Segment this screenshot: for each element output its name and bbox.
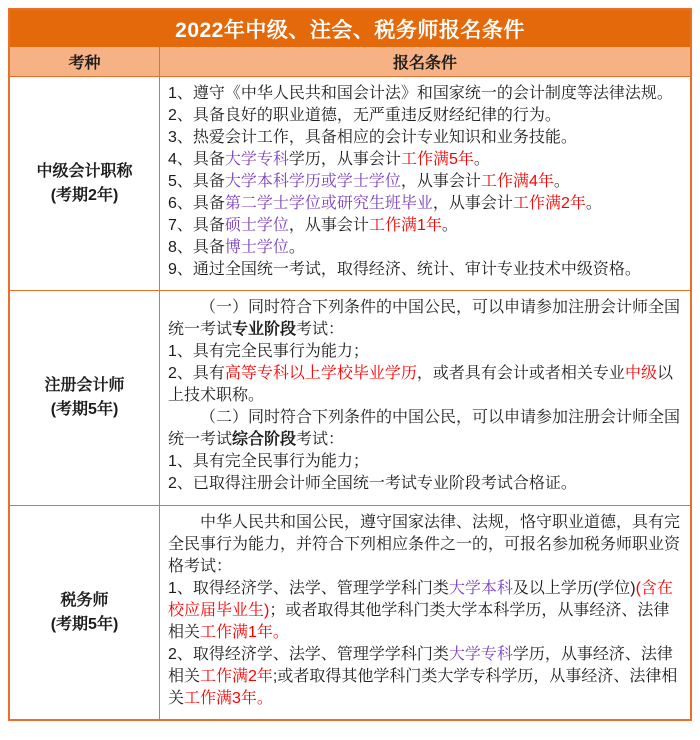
- condition-line: [168, 363, 682, 407]
- text-segment-red: 中级: [624, 365, 657, 382]
- conditions-cell: [160, 291, 690, 505]
- exam-type-cell: [10, 291, 160, 505]
- text-segment-black: 8、具备: [168, 239, 225, 256]
- text-segment-red: 工作满5年: [400, 151, 474, 168]
- text-segment-black: 学历，从事会计: [288, 151, 401, 168]
- condition-line: [168, 105, 682, 127]
- condition-line: [168, 193, 682, 215]
- text-segment-black: ，从事会计: [432, 195, 513, 212]
- text-segment-black: 5、具备: [168, 173, 225, 190]
- text-segment-purple: 第二学士学位或研究生班毕业: [224, 195, 433, 212]
- text-segment-black: 考试：: [296, 321, 345, 338]
- condition-line: [168, 149, 682, 171]
- text-segment-black: 4、具备: [168, 151, 225, 168]
- text-segment-black: 。: [553, 173, 570, 190]
- text-segment-bold: 专业阶段: [232, 321, 297, 338]
- condition-line: [168, 83, 682, 105]
- text-segment-black: ，或者具有会计或者相关专业: [416, 365, 625, 382]
- text-segment-purple: 大学本科学历或学士学位: [224, 173, 401, 190]
- exam-period: (考期5年): [50, 615, 119, 633]
- text-segment-purple: 硕士学位: [224, 217, 289, 234]
- condition-line: [168, 259, 682, 281]
- text-segment-black: 2、具有: [168, 365, 225, 382]
- exam-name: 注册会计师: [44, 377, 125, 394]
- text-segment-red: 工作满2年: [512, 195, 586, 212]
- text-segment-black: 中华人民共和国公民，遵守国家法律、法规，恪守职业道德，具有完全民事行为能力，并符合下列相应条件之一的，可报名参加税务师职业资格考试：: [168, 514, 681, 575]
- text-segment-black: 。: [441, 217, 458, 234]
- text-segment-black: 1、取得经济学、法学、管理学学科门类: [168, 580, 449, 597]
- text-segment-black: 9、通过全国统一考试，取得经济、统计、审计专业技术中级资格。: [168, 261, 641, 278]
- text-segment-black: 1、具有完全民事行为能力；: [168, 343, 369, 360]
- text-segment-purple: 大学专科: [224, 151, 289, 168]
- exam-type-cell: [10, 77, 160, 290]
- text-segment-black: 以上技术职称。: [168, 365, 673, 404]
- text-segment-black: 6、具备: [168, 195, 225, 212]
- table-body: [10, 77, 690, 719]
- condition-line: [168, 473, 682, 495]
- table-row: [10, 506, 690, 719]
- text-segment-black: ;或者取得其他学科门类大学专科学历，从事经济、法律相关: [168, 668, 678, 707]
- exam-type-cell: [10, 506, 160, 719]
- condition-line: [168, 512, 682, 578]
- table-row: [10, 291, 690, 506]
- condition-line: [168, 451, 682, 473]
- text-segment-black: （二）同时符合下列条件的中国公民，可以申请参加注册会计师全国统一考试: [168, 409, 681, 448]
- column-header-row: [10, 47, 690, 77]
- condition-line: [168, 407, 682, 451]
- condition-line: [168, 171, 682, 193]
- text-segment-red: 工作满1年: [368, 217, 442, 234]
- text-segment-black: 。: [473, 151, 490, 168]
- exam-period: (考期5年): [50, 401, 119, 418]
- text-segment-black: 。: [585, 195, 602, 212]
- text-segment-black: 学历，从事经济、法律相关: [168, 646, 673, 685]
- exam-name: 中级会计职称: [36, 162, 133, 180]
- text-segment-black: 。: [288, 239, 305, 256]
- text-segment-red: 工作满3年。: [184, 690, 273, 707]
- column-header-conditions: 报名条件: [392, 55, 457, 72]
- text-segment-black: ，从事会计: [288, 217, 369, 234]
- condition-line: [168, 297, 682, 341]
- text-segment-black: 7、具备: [168, 217, 225, 234]
- text-segment-black: ，从事会计: [400, 173, 481, 190]
- text-segment-purple: 博士学位: [224, 239, 289, 256]
- condition-line: [168, 644, 682, 710]
- table-title-text: 2022年中级、注会、税务师报名条件: [175, 18, 525, 42]
- condition-line: [168, 215, 682, 237]
- text-segment-red: (含在校应届毕业生): [168, 580, 673, 619]
- condition-line: [168, 578, 682, 644]
- conditions-cell: [160, 506, 690, 719]
- condition-line: [168, 341, 682, 363]
- text-segment-black: ；或者取得其他学科门类大学本科学历，从事经济、法律相关: [168, 602, 670, 641]
- text-segment-black: 1、具有完全民事行为能力；: [168, 453, 369, 470]
- text-segment-black: 2、具备良好的职业道德，无严重违反财经纪律的行为。: [168, 107, 561, 124]
- text-segment-red: 工作满4年: [480, 173, 554, 190]
- text-segment-red: 工作满2年: [200, 668, 273, 685]
- text-segment-purple: 大学本科: [448, 580, 513, 597]
- text-segment-red: 工作满1年。: [200, 624, 289, 641]
- text-segment-bold: 综合阶段: [232, 431, 297, 448]
- column-header-exam-type: 考种: [10, 47, 160, 76]
- text-segment-black: 2、已取得注册会计师全国统一考试专业阶段考试合格证。: [168, 475, 577, 492]
- text-segment-black: 及以上学历(学位): [512, 580, 636, 597]
- table-row: [10, 77, 690, 291]
- exam-name: 税务师: [60, 591, 109, 609]
- text-segment-black: 3、热爱会计工作，具备相应的会计专业知识和业务技能。: [168, 129, 577, 146]
- exam-period: (考期2年): [50, 186, 119, 204]
- registration-conditions-table: [8, 8, 692, 721]
- text-segment-black: 2、取得经济学、法学、管理学学科门类: [168, 646, 449, 663]
- text-segment-purple: 大学专科: [448, 646, 513, 663]
- text-segment-black: 1、遵守《中华人民共和国会计法》和国家统一的会计制度等法律法规。: [168, 85, 673, 102]
- condition-line: [168, 127, 682, 149]
- text-segment-black: 考试：: [296, 431, 345, 448]
- table-title: [10, 10, 690, 47]
- text-segment-red: 高等专科以上学校毕业学历: [224, 365, 417, 382]
- condition-line: [168, 237, 682, 259]
- conditions-cell: [160, 77, 690, 290]
- text-segment-black: （一）同时符合下列条件的中国公民，可以申请参加注册会计师全国统一考试: [168, 299, 681, 338]
